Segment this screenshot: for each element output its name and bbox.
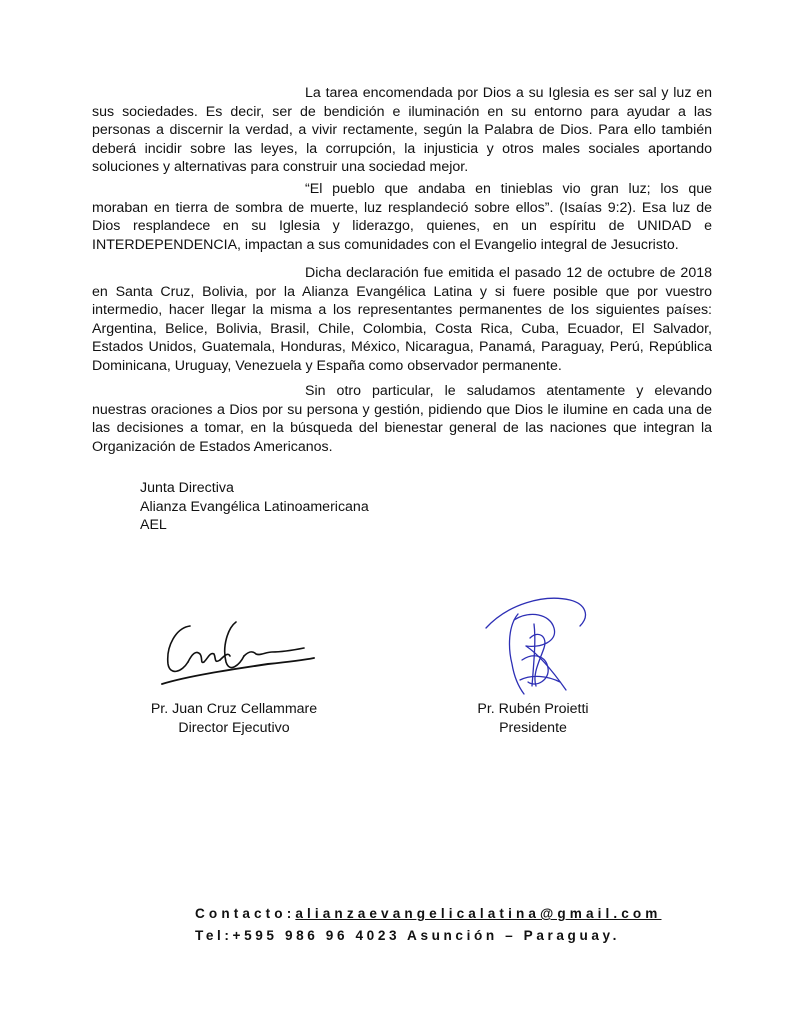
closing-acronym: AEL xyxy=(140,517,167,534)
body-paragraph-1: La tarea encomendada por Dios a su Iglesia es ser sal y luz en sus sociedades. Es decir, ser de bendición e iluminación en su entorno para ayudar a las personas a discernir la verdad, a vivir rectamente, según la Palabra de Dios. Para ello también deberá incidir sobre las leyes, la corrupción, la injusticia y otros males sociales aportando soluciones y alternativas para construir una sociedad mejor. xyxy=(92,85,712,176)
closing-organization: Alianza Evangélica Latinoamericana xyxy=(140,498,369,515)
footer-email-link[interactable]: alianzaevangelicalatina@gmail.com xyxy=(295,906,662,921)
footer-contact-label: Contacto: xyxy=(195,906,296,921)
closing-junta: Junta Directiva xyxy=(140,480,234,496)
closing-block xyxy=(140,479,369,535)
signer-right-role: Presidente xyxy=(499,719,567,736)
signature-right-image xyxy=(474,590,594,700)
body-paragraph-2: “El pueblo que andaba en tinieblas vio gran luz; los que moraban en tierra de sombra de muerte, luz resplandeció sobre ellos”. (Isaías 9:2). Esa luz de Dios resplandece en su Iglesia y liderazgo, quienes, en un espíritu de UNIDAD e INTERDEPENDENCIA, impactan a sus comunidades con el Evangelio integral de Jesucristo. xyxy=(92,181,712,253)
signer-right-name: Pr. Rubén Proietti xyxy=(477,701,589,717)
signer-right xyxy=(438,700,628,737)
signature-left-image xyxy=(148,612,318,690)
footer-tel: Tel:+595 986 96 4023 Asunción – Paraguay. xyxy=(195,928,621,943)
body-paragraph-4: Sin otro particular, le saludamos atentamente y elevando nuestras oraciones a Dios por su persona y gestión, pidiendo que Dios le ilumine en cada una de las decisiones a tomar, en la búsqueda del bienestar general de las naciones que integran la Organización de Estados Americanos. xyxy=(92,383,712,455)
signer-left xyxy=(130,700,338,737)
signer-left-name: Pr. Juan Cruz Cellammare xyxy=(150,701,318,717)
signer-left-role: Director Ejecutivo xyxy=(178,719,290,736)
body-paragraph-3: Dicha declaración fue emitida el pasado 12 de octubre de 2018 en Santa Cruz, Bolivia, por la Alianza Evangélica Latina y si fuere posible que por vuestro intermedio, hacer llegar la misma a los representantes permanentes de los siguientes países: Argentina, Belice, Bolivia, Brasil, Chile, Colombia, Costa Rica, Cuba, Ecuador, El Salvador, Estados Unidos, Guatemala, Honduras, México, Nicaragua, Panamá, Paraguay, Perú, República Dominicana, Uruguay, Venezuela y España como observador permanente. xyxy=(92,265,712,374)
footer-contact xyxy=(195,906,662,921)
